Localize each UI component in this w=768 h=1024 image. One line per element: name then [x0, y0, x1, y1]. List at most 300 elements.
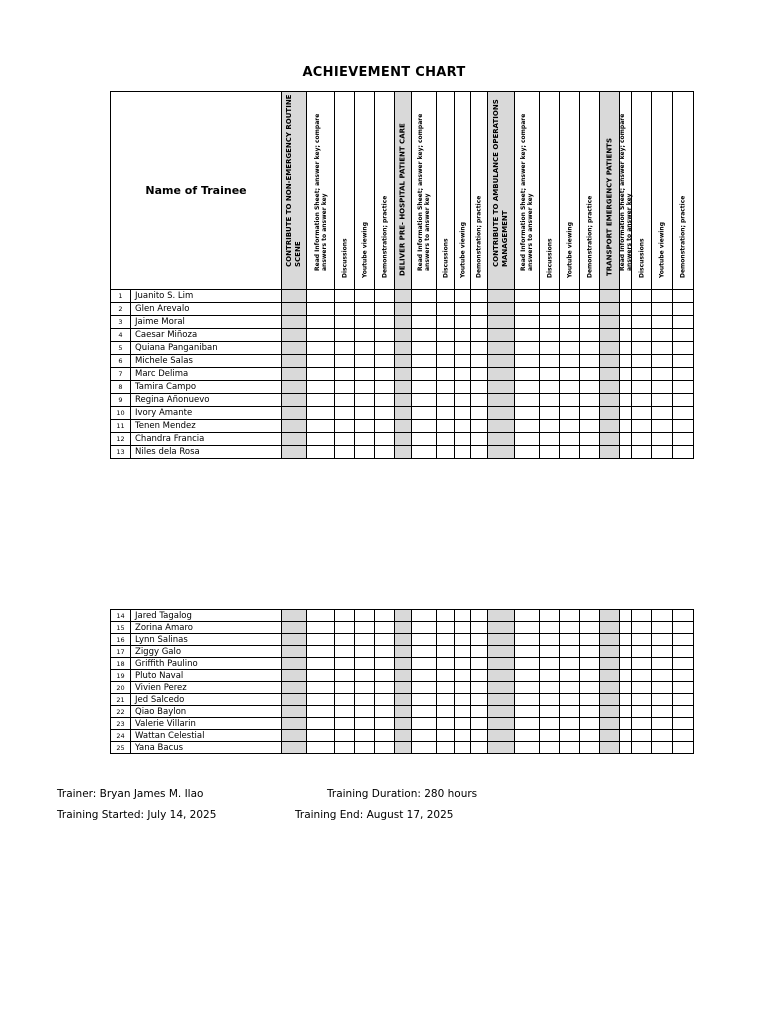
- achievement-cell[interactable]: [580, 329, 600, 342]
- achievement-cell[interactable]: [455, 634, 471, 646]
- achievement-cell[interactable]: [540, 368, 560, 381]
- achievement-cell[interactable]: [355, 329, 375, 342]
- achievement-cell[interactable]: [375, 622, 395, 634]
- achievement-cell[interactable]: [488, 670, 515, 682]
- achievement-cell[interactable]: [375, 394, 395, 407]
- achievement-cell[interactable]: [488, 381, 515, 394]
- achievement-cell[interactable]: [437, 682, 455, 694]
- achievement-cell[interactable]: [307, 316, 335, 329]
- achievement-cell[interactable]: [355, 730, 375, 742]
- achievement-cell[interactable]: [600, 303, 620, 316]
- achievement-cell[interactable]: [437, 290, 455, 303]
- achievement-cell[interactable]: [355, 742, 375, 754]
- achievement-cell[interactable]: [437, 355, 455, 368]
- achievement-cell[interactable]: [412, 303, 437, 316]
- achievement-cell[interactable]: [515, 742, 540, 754]
- achievement-cell[interactable]: [307, 342, 335, 355]
- achievement-cell[interactable]: [412, 706, 437, 718]
- achievement-cell[interactable]: [355, 622, 375, 634]
- achievement-cell[interactable]: [632, 290, 652, 303]
- achievement-cell[interactable]: [620, 670, 632, 682]
- achievement-cell[interactable]: [375, 381, 395, 394]
- achievement-cell[interactable]: [375, 742, 395, 754]
- achievement-cell[interactable]: [600, 706, 620, 718]
- achievement-cell[interactable]: [488, 634, 515, 646]
- achievement-cell[interactable]: [620, 706, 632, 718]
- achievement-cell[interactable]: [673, 610, 694, 622]
- achievement-cell[interactable]: [437, 646, 455, 658]
- achievement-cell[interactable]: [652, 658, 673, 670]
- achievement-cell[interactable]: [632, 682, 652, 694]
- achievement-cell[interactable]: [580, 634, 600, 646]
- achievement-cell[interactable]: [437, 394, 455, 407]
- achievement-cell[interactable]: [412, 342, 437, 355]
- achievement-cell[interactable]: [652, 290, 673, 303]
- achievement-cell[interactable]: [620, 342, 632, 355]
- achievement-cell[interactable]: [600, 634, 620, 646]
- achievement-cell[interactable]: [412, 381, 437, 394]
- achievement-cell[interactable]: [455, 622, 471, 634]
- achievement-cell[interactable]: [437, 446, 455, 459]
- achievement-cell[interactable]: [455, 646, 471, 658]
- achievement-cell[interactable]: [620, 290, 632, 303]
- achievement-cell[interactable]: [355, 670, 375, 682]
- achievement-cell[interactable]: [673, 368, 694, 381]
- achievement-cell[interactable]: [395, 355, 412, 368]
- achievement-cell[interactable]: [580, 381, 600, 394]
- achievement-cell[interactable]: [307, 718, 335, 730]
- achievement-cell[interactable]: [632, 622, 652, 634]
- achievement-cell[interactable]: [335, 420, 355, 433]
- achievement-cell[interactable]: [580, 718, 600, 730]
- achievement-cell[interactable]: [335, 730, 355, 742]
- achievement-cell[interactable]: [412, 682, 437, 694]
- achievement-cell[interactable]: [307, 381, 335, 394]
- achievement-cell[interactable]: [412, 610, 437, 622]
- achievement-cell[interactable]: [515, 622, 540, 634]
- achievement-cell[interactable]: [652, 742, 673, 754]
- achievement-cell[interactable]: [652, 394, 673, 407]
- achievement-cell[interactable]: [412, 730, 437, 742]
- achievement-cell[interactable]: [632, 342, 652, 355]
- achievement-cell[interactable]: [620, 394, 632, 407]
- achievement-cell[interactable]: [620, 407, 632, 420]
- achievement-cell[interactable]: [282, 658, 307, 670]
- achievement-cell[interactable]: [488, 420, 515, 433]
- achievement-cell[interactable]: [673, 742, 694, 754]
- achievement-cell[interactable]: [540, 694, 560, 706]
- achievement-cell[interactable]: [632, 329, 652, 342]
- achievement-cell[interactable]: [412, 433, 437, 446]
- achievement-cell[interactable]: [632, 610, 652, 622]
- achievement-cell[interactable]: [455, 303, 471, 316]
- achievement-cell[interactable]: [282, 646, 307, 658]
- achievement-cell[interactable]: [412, 290, 437, 303]
- achievement-cell[interactable]: [540, 718, 560, 730]
- achievement-cell[interactable]: [471, 329, 488, 342]
- achievement-cell[interactable]: [540, 303, 560, 316]
- achievement-cell[interactable]: [307, 407, 335, 420]
- achievement-cell[interactable]: [515, 730, 540, 742]
- achievement-cell[interactable]: [455, 658, 471, 670]
- achievement-cell[interactable]: [375, 355, 395, 368]
- achievement-cell[interactable]: [375, 694, 395, 706]
- achievement-cell[interactable]: [673, 303, 694, 316]
- achievement-cell[interactable]: [488, 342, 515, 355]
- achievement-cell[interactable]: [673, 682, 694, 694]
- achievement-cell[interactable]: [652, 670, 673, 682]
- achievement-cell[interactable]: [652, 622, 673, 634]
- achievement-cell[interactable]: [375, 610, 395, 622]
- achievement-cell[interactable]: [395, 342, 412, 355]
- achievement-cell[interactable]: [437, 742, 455, 754]
- achievement-cell[interactable]: [355, 316, 375, 329]
- achievement-cell[interactable]: [335, 694, 355, 706]
- achievement-cell[interactable]: [307, 303, 335, 316]
- achievement-cell[interactable]: [560, 622, 580, 634]
- achievement-cell[interactable]: [307, 355, 335, 368]
- achievement-cell[interactable]: [355, 433, 375, 446]
- achievement-cell[interactable]: [412, 718, 437, 730]
- achievement-cell[interactable]: [620, 303, 632, 316]
- achievement-cell[interactable]: [395, 658, 412, 670]
- achievement-cell[interactable]: [560, 670, 580, 682]
- achievement-cell[interactable]: [620, 694, 632, 706]
- achievement-cell[interactable]: [335, 670, 355, 682]
- achievement-cell[interactable]: [335, 316, 355, 329]
- achievement-cell[interactable]: [282, 694, 307, 706]
- achievement-cell[interactable]: [580, 407, 600, 420]
- achievement-cell[interactable]: [540, 682, 560, 694]
- achievement-cell[interactable]: [471, 706, 488, 718]
- achievement-cell[interactable]: [580, 682, 600, 694]
- achievement-cell[interactable]: [580, 610, 600, 622]
- achievement-cell[interactable]: [437, 658, 455, 670]
- achievement-cell[interactable]: [471, 682, 488, 694]
- achievement-cell[interactable]: [580, 303, 600, 316]
- achievement-cell[interactable]: [560, 730, 580, 742]
- achievement-cell[interactable]: [307, 634, 335, 646]
- achievement-cell[interactable]: [471, 718, 488, 730]
- achievement-cell[interactable]: [307, 329, 335, 342]
- achievement-cell[interactable]: [335, 355, 355, 368]
- achievement-cell[interactable]: [437, 407, 455, 420]
- achievement-cell[interactable]: [282, 420, 307, 433]
- achievement-cell[interactable]: [600, 646, 620, 658]
- achievement-cell[interactable]: [395, 682, 412, 694]
- achievement-cell[interactable]: [560, 742, 580, 754]
- achievement-cell[interactable]: [652, 706, 673, 718]
- achievement-cell[interactable]: [355, 658, 375, 670]
- achievement-cell[interactable]: [307, 658, 335, 670]
- achievement-cell[interactable]: [488, 368, 515, 381]
- achievement-cell[interactable]: [515, 355, 540, 368]
- achievement-cell[interactable]: [455, 694, 471, 706]
- achievement-cell[interactable]: [620, 622, 632, 634]
- achievement-cell[interactable]: [560, 407, 580, 420]
- achievement-cell[interactable]: [455, 610, 471, 622]
- achievement-cell[interactable]: [395, 670, 412, 682]
- achievement-cell[interactable]: [395, 433, 412, 446]
- achievement-cell[interactable]: [600, 316, 620, 329]
- achievement-cell[interactable]: [282, 290, 307, 303]
- achievement-cell[interactable]: [620, 355, 632, 368]
- achievement-cell[interactable]: [540, 730, 560, 742]
- achievement-cell[interactable]: [471, 316, 488, 329]
- achievement-cell[interactable]: [307, 420, 335, 433]
- achievement-cell[interactable]: [455, 329, 471, 342]
- achievement-cell[interactable]: [282, 446, 307, 459]
- achievement-cell[interactable]: [560, 420, 580, 433]
- achievement-cell[interactable]: [560, 694, 580, 706]
- achievement-cell[interactable]: [437, 329, 455, 342]
- achievement-cell[interactable]: [652, 381, 673, 394]
- achievement-cell[interactable]: [395, 381, 412, 394]
- achievement-cell[interactable]: [412, 446, 437, 459]
- achievement-cell[interactable]: [620, 446, 632, 459]
- achievement-cell[interactable]: [652, 303, 673, 316]
- achievement-cell[interactable]: [471, 290, 488, 303]
- achievement-cell[interactable]: [652, 446, 673, 459]
- achievement-cell[interactable]: [580, 694, 600, 706]
- achievement-cell[interactable]: [455, 682, 471, 694]
- achievement-cell[interactable]: [560, 706, 580, 718]
- achievement-cell[interactable]: [488, 329, 515, 342]
- achievement-cell[interactable]: [395, 706, 412, 718]
- achievement-cell[interactable]: [395, 316, 412, 329]
- achievement-cell[interactable]: [282, 342, 307, 355]
- achievement-cell[interactable]: [455, 316, 471, 329]
- achievement-cell[interactable]: [412, 368, 437, 381]
- achievement-cell[interactable]: [437, 706, 455, 718]
- achievement-cell[interactable]: [282, 706, 307, 718]
- achievement-cell[interactable]: [395, 290, 412, 303]
- achievement-cell[interactable]: [515, 658, 540, 670]
- achievement-cell[interactable]: [455, 706, 471, 718]
- achievement-cell[interactable]: [437, 730, 455, 742]
- achievement-cell[interactable]: [600, 342, 620, 355]
- achievement-cell[interactable]: [632, 742, 652, 754]
- achievement-cell[interactable]: [307, 670, 335, 682]
- achievement-cell[interactable]: [282, 742, 307, 754]
- achievement-cell[interactable]: [515, 290, 540, 303]
- achievement-cell[interactable]: [580, 622, 600, 634]
- achievement-cell[interactable]: [600, 694, 620, 706]
- achievement-cell[interactable]: [355, 706, 375, 718]
- achievement-cell[interactable]: [455, 420, 471, 433]
- achievement-cell[interactable]: [560, 433, 580, 446]
- achievement-cell[interactable]: [335, 446, 355, 459]
- achievement-cell[interactable]: [632, 646, 652, 658]
- achievement-cell[interactable]: [307, 742, 335, 754]
- achievement-cell[interactable]: [652, 407, 673, 420]
- achievement-cell[interactable]: [307, 394, 335, 407]
- achievement-cell[interactable]: [282, 316, 307, 329]
- achievement-cell[interactable]: [632, 433, 652, 446]
- achievement-cell[interactable]: [455, 433, 471, 446]
- achievement-cell[interactable]: [600, 670, 620, 682]
- achievement-cell[interactable]: [488, 446, 515, 459]
- achievement-cell[interactable]: [540, 706, 560, 718]
- achievement-cell[interactable]: [471, 446, 488, 459]
- achievement-cell[interactable]: [455, 407, 471, 420]
- achievement-cell[interactable]: [355, 610, 375, 622]
- achievement-cell[interactable]: [282, 368, 307, 381]
- achievement-cell[interactable]: [560, 658, 580, 670]
- achievement-cell[interactable]: [412, 407, 437, 420]
- achievement-cell[interactable]: [437, 316, 455, 329]
- achievement-cell[interactable]: [437, 342, 455, 355]
- achievement-cell[interactable]: [580, 742, 600, 754]
- achievement-cell[interactable]: [540, 355, 560, 368]
- achievement-cell[interactable]: [540, 634, 560, 646]
- achievement-cell[interactable]: [375, 290, 395, 303]
- achievement-cell[interactable]: [395, 694, 412, 706]
- achievement-cell[interactable]: [620, 610, 632, 622]
- achievement-cell[interactable]: [600, 394, 620, 407]
- achievement-cell[interactable]: [437, 433, 455, 446]
- achievement-cell[interactable]: [580, 658, 600, 670]
- achievement-cell[interactable]: [412, 420, 437, 433]
- achievement-cell[interactable]: [580, 646, 600, 658]
- achievement-cell[interactable]: [375, 329, 395, 342]
- achievement-cell[interactable]: [652, 355, 673, 368]
- achievement-cell[interactable]: [412, 694, 437, 706]
- achievement-cell[interactable]: [395, 718, 412, 730]
- achievement-cell[interactable]: [488, 316, 515, 329]
- achievement-cell[interactable]: [355, 682, 375, 694]
- achievement-cell[interactable]: [412, 634, 437, 646]
- achievement-cell[interactable]: [560, 368, 580, 381]
- achievement-cell[interactable]: [600, 381, 620, 394]
- achievement-cell[interactable]: [412, 622, 437, 634]
- achievement-cell[interactable]: [375, 682, 395, 694]
- achievement-cell[interactable]: [580, 420, 600, 433]
- achievement-cell[interactable]: [395, 730, 412, 742]
- achievement-cell[interactable]: [600, 329, 620, 342]
- achievement-cell[interactable]: [355, 342, 375, 355]
- achievement-cell[interactable]: [395, 329, 412, 342]
- achievement-cell[interactable]: [412, 316, 437, 329]
- achievement-cell[interactable]: [652, 368, 673, 381]
- achievement-cell[interactable]: [488, 718, 515, 730]
- achievement-cell[interactable]: [673, 342, 694, 355]
- achievement-cell[interactable]: [540, 394, 560, 407]
- achievement-cell[interactable]: [455, 381, 471, 394]
- achievement-cell[interactable]: [375, 730, 395, 742]
- achievement-cell[interactable]: [620, 718, 632, 730]
- achievement-cell[interactable]: [395, 634, 412, 646]
- achievement-cell[interactable]: [560, 290, 580, 303]
- achievement-cell[interactable]: [335, 381, 355, 394]
- achievement-cell[interactable]: [282, 407, 307, 420]
- achievement-cell[interactable]: [355, 718, 375, 730]
- achievement-cell[interactable]: [488, 658, 515, 670]
- achievement-cell[interactable]: [471, 342, 488, 355]
- achievement-cell[interactable]: [488, 742, 515, 754]
- achievement-cell[interactable]: [580, 670, 600, 682]
- achievement-cell[interactable]: [282, 718, 307, 730]
- achievement-cell[interactable]: [515, 407, 540, 420]
- achievement-cell[interactable]: [632, 670, 652, 682]
- achievement-cell[interactable]: [335, 407, 355, 420]
- achievement-cell[interactable]: [307, 610, 335, 622]
- achievement-cell[interactable]: [540, 610, 560, 622]
- achievement-cell[interactable]: [488, 646, 515, 658]
- achievement-cell[interactable]: [471, 646, 488, 658]
- achievement-cell[interactable]: [620, 682, 632, 694]
- achievement-cell[interactable]: [375, 670, 395, 682]
- achievement-cell[interactable]: [673, 290, 694, 303]
- achievement-cell[interactable]: [282, 622, 307, 634]
- achievement-cell[interactable]: [488, 394, 515, 407]
- achievement-cell[interactable]: [488, 706, 515, 718]
- achievement-cell[interactable]: [471, 658, 488, 670]
- achievement-cell[interactable]: [673, 381, 694, 394]
- achievement-cell[interactable]: [652, 342, 673, 355]
- achievement-cell[interactable]: [632, 381, 652, 394]
- achievement-cell[interactable]: [673, 718, 694, 730]
- achievement-cell[interactable]: [600, 610, 620, 622]
- achievement-cell[interactable]: [437, 622, 455, 634]
- achievement-cell[interactable]: [335, 290, 355, 303]
- achievement-cell[interactable]: [540, 407, 560, 420]
- achievement-cell[interactable]: [395, 622, 412, 634]
- achievement-cell[interactable]: [395, 446, 412, 459]
- achievement-cell[interactable]: [335, 368, 355, 381]
- achievement-cell[interactable]: [600, 420, 620, 433]
- achievement-cell[interactable]: [282, 682, 307, 694]
- achievement-cell[interactable]: [560, 316, 580, 329]
- achievement-cell[interactable]: [560, 329, 580, 342]
- achievement-cell[interactable]: [455, 394, 471, 407]
- achievement-cell[interactable]: [488, 433, 515, 446]
- achievement-cell[interactable]: [395, 394, 412, 407]
- achievement-cell[interactable]: [540, 646, 560, 658]
- achievement-cell[interactable]: [600, 290, 620, 303]
- achievement-cell[interactable]: [335, 682, 355, 694]
- achievement-cell[interactable]: [355, 290, 375, 303]
- achievement-cell[interactable]: [471, 407, 488, 420]
- achievement-cell[interactable]: [307, 290, 335, 303]
- achievement-cell[interactable]: [600, 433, 620, 446]
- achievement-cell[interactable]: [652, 420, 673, 433]
- achievement-cell[interactable]: [471, 610, 488, 622]
- achievement-cell[interactable]: [335, 634, 355, 646]
- achievement-cell[interactable]: [515, 316, 540, 329]
- achievement-cell[interactable]: [395, 368, 412, 381]
- achievement-cell[interactable]: [412, 355, 437, 368]
- achievement-cell[interactable]: [560, 634, 580, 646]
- achievement-cell[interactable]: [282, 303, 307, 316]
- achievement-cell[interactable]: [488, 682, 515, 694]
- achievement-cell[interactable]: [515, 718, 540, 730]
- achievement-cell[interactable]: [282, 670, 307, 682]
- achievement-cell[interactable]: [673, 730, 694, 742]
- achievement-cell[interactable]: [455, 368, 471, 381]
- achievement-cell[interactable]: [540, 420, 560, 433]
- achievement-cell[interactable]: [580, 342, 600, 355]
- achievement-cell[interactable]: [375, 316, 395, 329]
- achievement-cell[interactable]: [375, 646, 395, 658]
- achievement-cell[interactable]: [620, 634, 632, 646]
- achievement-cell[interactable]: [471, 355, 488, 368]
- achievement-cell[interactable]: [515, 394, 540, 407]
- achievement-cell[interactable]: [632, 718, 652, 730]
- achievement-cell[interactable]: [471, 694, 488, 706]
- achievement-cell[interactable]: [355, 355, 375, 368]
- achievement-cell[interactable]: [375, 420, 395, 433]
